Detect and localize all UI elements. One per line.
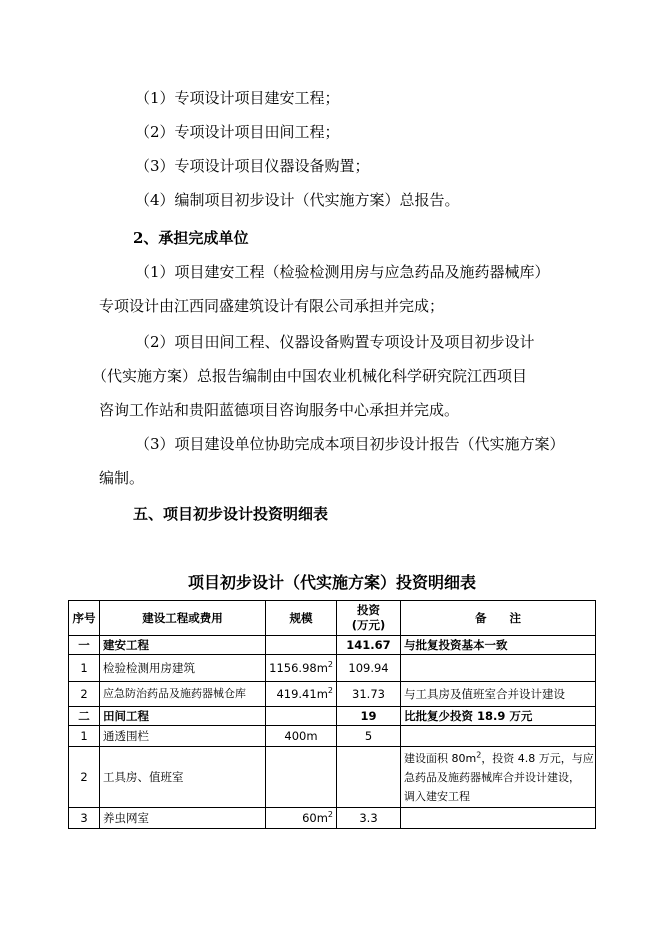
scale-unit-superscript: 2 (327, 810, 333, 820)
table-header-row (69, 601, 596, 636)
scale-value: 60m (302, 811, 328, 825)
header-scale: 规模 (266, 601, 337, 636)
row-invest: 19 (337, 707, 401, 726)
row-invest: 5 (337, 726, 401, 747)
row-remark: 比批复少投资 18.9 万元 (401, 707, 596, 726)
row-remark (401, 655, 596, 682)
row-item: 检验检测用房建筑 (100, 655, 266, 682)
table-row (69, 707, 596, 726)
table-row (69, 747, 596, 808)
unit-1-line-1: （1）项目建安工程（检验检测用房与应急药品及施药器械库） (135, 263, 550, 281)
row-invest (337, 747, 401, 808)
row-no: 1 (69, 655, 100, 682)
header-invest (337, 601, 401, 636)
header-remark: 备 注 (401, 601, 596, 636)
table-title: 项目初步设计（代实施方案）投资明细表 (187, 573, 476, 592)
row-remark: 与工具房及值班室合并设计建设 (401, 682, 596, 707)
row-scale: 400m (266, 726, 337, 747)
row-scale (266, 636, 337, 655)
scale-value: 1156.98m (269, 661, 328, 675)
table-row (69, 636, 596, 655)
remark-text-a: 建设面积 80m (404, 751, 477, 765)
section-5-heading: 五、项目初步设计投资明细表 (133, 505, 329, 523)
scale-unit-superscript: 2 (327, 686, 333, 696)
header-invest-line-1: 投资 (357, 603, 380, 617)
remark-line-2: 急药品及施药器械库合并设计建设， (404, 770, 580, 784)
remark-line-1 (404, 749, 592, 768)
table-row (69, 808, 596, 829)
scale-unit-superscript: 2 (327, 660, 333, 670)
row-invest: 3.3 (337, 808, 401, 829)
row-no: 二 (69, 707, 100, 726)
row-scale (266, 655, 337, 682)
row-remark (401, 747, 596, 808)
unit-1-line-2: 专项设计由江西同盛建筑设计有限公司承担并完成； (99, 297, 445, 315)
item-4-text: （4）编制项目初步设计（代实施方案）总报告。 (135, 191, 460, 209)
scale-value: 419.41m (276, 687, 328, 701)
row-remark (401, 726, 596, 747)
row-item: 工具房、值班室 (100, 747, 266, 808)
row-no: 3 (69, 808, 100, 829)
table-row (69, 655, 596, 682)
remark-text-b: ，投资 4.8 万元，与应 (481, 751, 594, 765)
unit-3-line-1: （3）项目建设单位协助完成本项目初步设计报告（代实施方案） (135, 435, 565, 453)
heading-undertaking-units: 2、承担完成单位 (133, 229, 249, 247)
row-scale (266, 808, 337, 829)
row-no: 2 (69, 747, 100, 808)
investment-table (68, 600, 596, 829)
row-item: 应急防治药品及施药器械仓库 (100, 682, 266, 707)
row-no: 1 (69, 726, 100, 747)
row-no: 2 (69, 682, 100, 707)
header-item: 建设工程或费用 (100, 601, 266, 636)
row-remark (401, 808, 596, 829)
item-2-text: （2）专项设计项目田间工程； (135, 123, 340, 141)
item-3-text: （3）专项设计项目仪器设备购置； (135, 157, 370, 175)
row-remark: 与批复投资基本一致 (401, 636, 596, 655)
unit-2-line-2: （代实施方案）总报告编制由中国农业机械化科学研究院江西项目 (92, 367, 528, 385)
unit-2-line-1: （2）项目田间工程、仪器设备购置专项设计及项目初步设计 (135, 333, 535, 351)
header-invest-line-2: (万元) (351, 618, 386, 632)
unit-3-line-2: 编制。 (99, 469, 145, 487)
row-item: 通透围栏 (100, 726, 266, 747)
unit-2-line-3: 咨询工作站和贵阳蓝德项目咨询服务中心承担并完成。 (99, 401, 460, 419)
row-invest: 141.67 (337, 636, 401, 655)
remark-superscript: 2 (476, 749, 482, 759)
row-item: 养虫网室 (100, 808, 266, 829)
header-no: 序号 (69, 601, 100, 636)
row-item: 建安工程 (100, 636, 266, 655)
row-invest: 109.94 (337, 655, 401, 682)
row-no: 一 (69, 636, 100, 655)
row-scale (266, 747, 337, 808)
row-invest: 31.73 (337, 682, 401, 707)
item-1-text: （1）专项设计项目建安工程； (135, 89, 340, 107)
table-row (69, 682, 596, 707)
remark-line-3: 调入建安工程 (404, 789, 470, 803)
row-item: 田间工程 (100, 707, 266, 726)
row-scale (266, 707, 337, 726)
row-scale (266, 682, 337, 707)
table-row (69, 726, 596, 747)
